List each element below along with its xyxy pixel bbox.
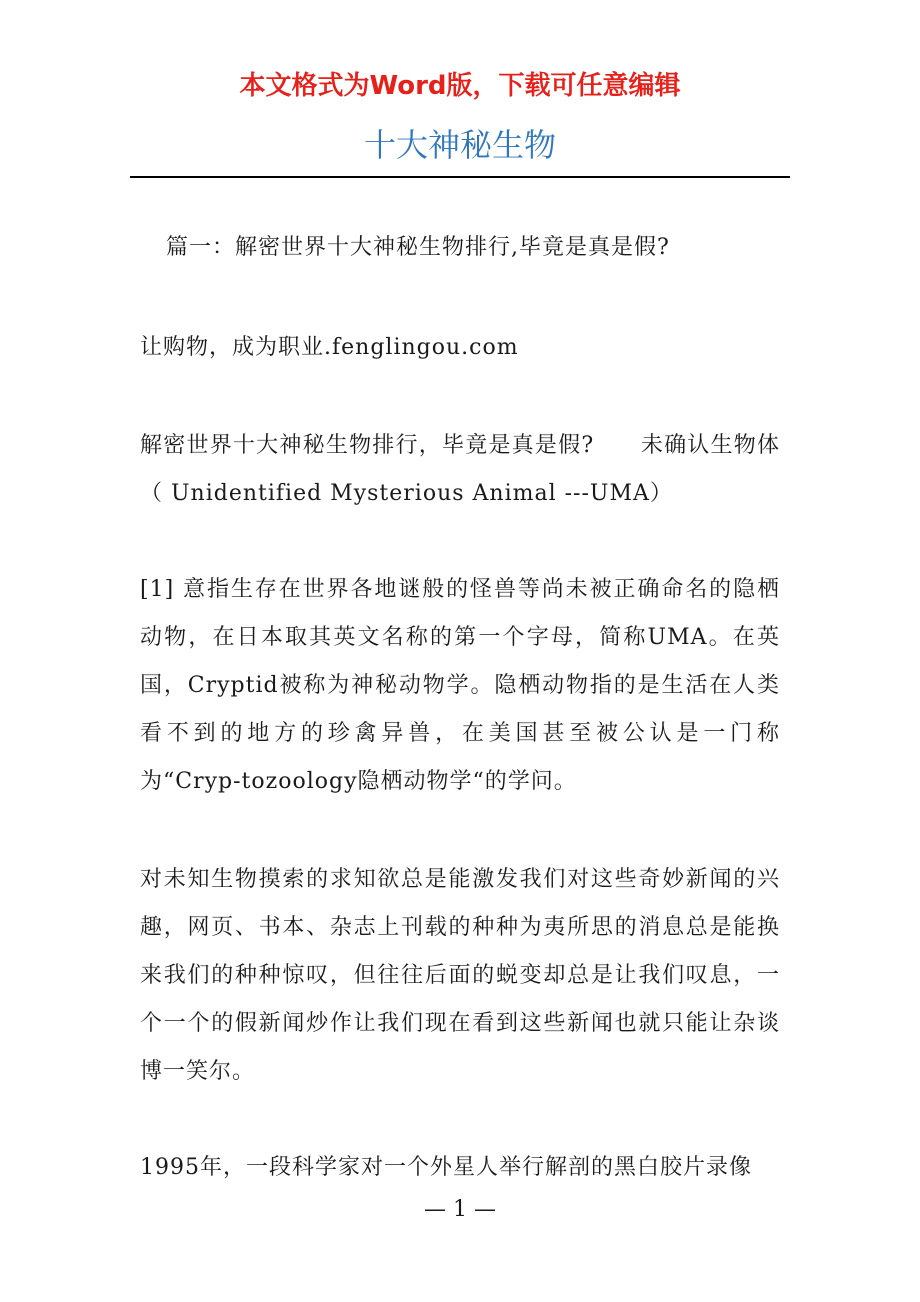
download-notice-banner: 本文格式为Word版，下载可任意编辑 xyxy=(239,71,681,101)
paragraph-shopping-slogan: 让购物，成为职业.fenglingou.com xyxy=(140,335,519,360)
paragraph-1995-video: 1995年，一段科学家对一个外星人举行解剖的黑白胶片录像 xyxy=(140,1155,752,1180)
paragraph-section-heading: 篇一：解密世界十大神秘生物排行,毕竟是真是假? xyxy=(166,235,670,260)
page-number: — 1 — xyxy=(424,1197,496,1222)
document-title: 十大神秘生物 xyxy=(363,126,556,164)
paragraph-uma-definition: [1] 意指生存在世界各地谜般的怪兽等尚未被正确命名的隐栖动物，在日本取其英文名称的第一个字母，简称UMA。在英国，Cryptid被称为神秘动物学。隐栖动物指的是生活在人类看不到的地方的珍禽异兽，在美国甚至被公认是一门称为“Cryp-tozoology隐栖动物学“的学问。 xyxy=(140,577,780,794)
paragraph-uma-intro: 解密世界十大神秘生物排行，毕竟是真是假? 未确认生物体（ Unidentified Mysterious Animal ---UMA） xyxy=(140,433,780,506)
title-divider xyxy=(130,176,790,178)
paragraph-curiosity: 对未知生物摸索的求知欲总是能激发我们对这些奇妙新闻的兴趣，网页、书本、杂志上刊载的种种为夷所思的消息总是能换来我们的种种惊叹，但往往后面的蜕变却总是让我们叹息，一个一个的假新闻炒作让我们现在看到这些新闻也就只能让杂谈博一笑尔。 xyxy=(140,867,780,1084)
